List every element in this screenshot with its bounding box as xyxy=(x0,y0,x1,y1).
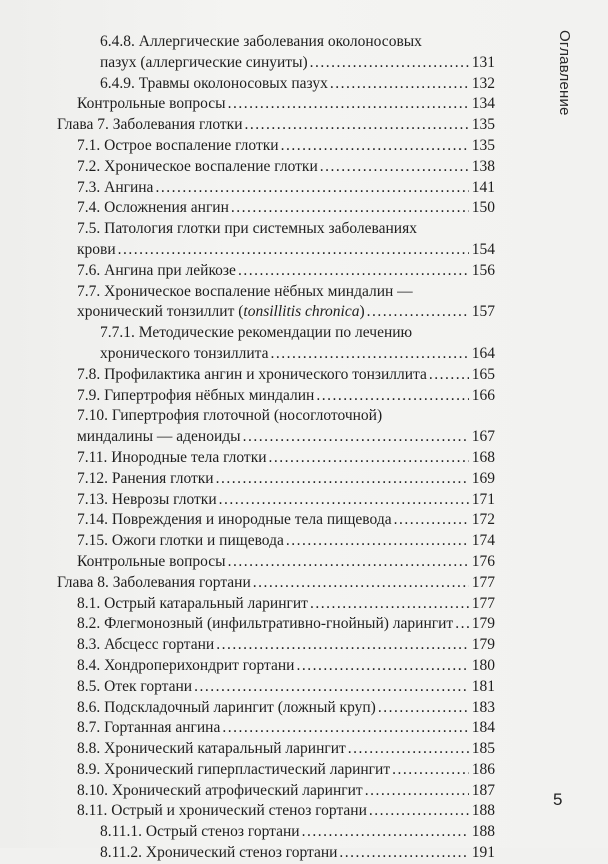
toc-entry-page: 165 xyxy=(471,365,495,383)
toc-entry-title: 7.9. Гипертрофия нёбных миндалин xyxy=(77,386,315,404)
toc-entry-row xyxy=(100,843,495,864)
toc-entry-row xyxy=(77,801,495,822)
dot-leader xyxy=(369,801,469,822)
dot-leader xyxy=(286,531,469,552)
toc-entry-row xyxy=(77,198,495,219)
toc-entry-row xyxy=(77,510,495,531)
toc-entry-page: 132 xyxy=(471,74,495,92)
toc-entry-title: 7.1. Острое воспаление глотки xyxy=(77,136,279,154)
toc-entry-row xyxy=(77,635,495,656)
toc-entry-row xyxy=(77,490,495,511)
toc-entry-page: 166 xyxy=(471,386,495,404)
toc-entry-row xyxy=(77,781,495,802)
toc-entry-page: 150 xyxy=(471,199,495,217)
toc-entry-title-line: 6.4.8. Аллергические заболевания околоносовых xyxy=(100,33,422,50)
toc-entry-title: 7.14. Повреждения и инородные тела пищевода xyxy=(77,511,392,529)
toc-entry-title: 7.3. Ангина xyxy=(77,178,154,196)
toc-entry-page: 171 xyxy=(471,490,495,508)
toc-entry-page: 179 xyxy=(471,615,495,633)
running-header: Оглавление xyxy=(556,30,573,116)
toc-entry-title-line: 7.7. Хроническое воспаление нёбных миндалин — xyxy=(77,282,413,300)
toc-entry-page: 184 xyxy=(471,719,495,737)
toc-entry-title: 8.7. Гортанная ангина xyxy=(77,719,221,737)
toc-entry-title: 8.1. Острый катаральный ларингит xyxy=(77,594,308,612)
toc-entry-row xyxy=(77,365,495,386)
toc-entry-page: 168 xyxy=(471,448,495,466)
toc-entry-title: Контрольные вопросы xyxy=(77,95,226,113)
toc-entry-page: 167 xyxy=(471,428,495,446)
toc-entry-page: 188 xyxy=(471,823,495,841)
toc-entry xyxy=(77,198,495,219)
toc-entry xyxy=(100,323,495,365)
dot-leader xyxy=(243,427,469,448)
dot-leader xyxy=(339,843,469,864)
toc-entry-title-line: 7.5. Патология глотки при системных заболеваниях xyxy=(77,220,417,238)
toc-entry-row xyxy=(77,178,495,199)
toc-entry-row xyxy=(77,261,495,282)
dot-leader xyxy=(118,240,469,261)
dot-leader xyxy=(281,136,469,157)
dot-leader xyxy=(330,74,469,95)
toc-entry-page: 176 xyxy=(471,552,495,570)
dot-leader xyxy=(155,178,469,199)
toc-entry-row xyxy=(77,760,495,781)
toc-entry-row xyxy=(57,573,495,594)
dot-leader xyxy=(378,698,469,719)
toc-entry-title: хронический тонзиллит (tonsillitis chronica) xyxy=(77,303,365,321)
toc-entry xyxy=(77,760,495,781)
toc-entry-title: 8.5. Отек гортани xyxy=(77,677,193,695)
toc-entry xyxy=(77,157,495,178)
toc-entry-row xyxy=(77,302,495,323)
toc-entry xyxy=(77,448,495,469)
dot-leader xyxy=(310,594,469,615)
toc-entry-page: 179 xyxy=(471,636,495,654)
toc-entry-page: 135 xyxy=(471,136,495,154)
table-of-contents xyxy=(0,32,608,864)
dot-leader xyxy=(316,386,469,407)
toc-entry-page: 183 xyxy=(471,698,495,716)
dot-leader xyxy=(392,760,469,781)
toc-entry-row xyxy=(77,448,495,469)
toc-entry-title: 8.3. Абсцесс гортани xyxy=(77,636,215,654)
toc-entry-page: 169 xyxy=(471,469,495,487)
toc-entry-page: 188 xyxy=(471,802,495,820)
dot-leader xyxy=(245,115,469,136)
toc-entry-title: 7.4. Осложнения ангин xyxy=(77,199,229,217)
toc-entry-row xyxy=(77,698,495,719)
dot-leader xyxy=(365,781,469,802)
toc-entry xyxy=(100,32,495,74)
toc-entry-page: 134 xyxy=(471,95,495,113)
toc-entry xyxy=(77,656,495,677)
toc-entry-title: 8.10. Хронический атрофический ларингит xyxy=(77,781,363,799)
toc-entry-title: 8.11.1. Острый стеноз гортани xyxy=(100,823,300,841)
toc-entry xyxy=(77,614,495,635)
toc-entry xyxy=(77,136,495,157)
toc-entry-title: 7.2. Хроническое воспаление глотки xyxy=(77,157,318,175)
toc-entry-title: 7.11. Инородные тела глотки xyxy=(77,448,267,466)
toc-entry xyxy=(77,635,495,656)
toc-entry-page: 180 xyxy=(471,656,495,674)
toc-entry-page: 186 xyxy=(471,760,495,778)
toc-entry xyxy=(77,282,495,324)
toc-entry-title: 6.4.9. Травмы околоносовых пазух xyxy=(100,74,328,92)
dot-leader xyxy=(253,573,469,594)
toc-entry-title: пазух (аллергические синуиты) xyxy=(100,53,308,71)
toc-entry-row xyxy=(77,157,495,178)
toc-entry-page: 185 xyxy=(471,740,495,758)
toc-entry-row xyxy=(77,739,495,760)
dot-leader xyxy=(228,552,469,573)
toc-entry-title: Контрольные вопросы xyxy=(77,552,226,570)
toc-entry-row xyxy=(77,656,495,677)
dot-leader xyxy=(320,157,469,178)
toc-entry-page: 174 xyxy=(471,532,495,550)
dot-leader xyxy=(367,302,469,323)
toc-entry-row xyxy=(77,677,495,698)
toc-entry-page: 172 xyxy=(471,511,495,529)
toc-entry xyxy=(77,552,495,573)
toc-entry-page: 138 xyxy=(471,157,495,175)
toc-entry xyxy=(57,115,495,136)
toc-entry xyxy=(100,843,495,864)
toc-entry-title: Глава 7. Заболевания глотки xyxy=(57,116,243,134)
toc-entry xyxy=(77,490,495,511)
toc-entry-title: 8.6. Подскладочный ларингит (ложный круп) xyxy=(77,698,376,716)
toc-entry-row xyxy=(100,74,495,95)
toc-entry xyxy=(77,94,495,115)
toc-entry xyxy=(77,739,495,760)
toc-entry xyxy=(77,365,495,386)
toc-entry-row xyxy=(77,531,495,552)
dot-leader xyxy=(216,469,469,490)
toc-entry-title: 8.8. Хронический катаральный ларингит xyxy=(77,740,346,758)
toc-entry-page: 164 xyxy=(471,344,495,362)
toc-entry-title-line: 7.10. Гипертрофия глоточной (носоглоточной) xyxy=(77,407,383,425)
dot-leader xyxy=(455,614,469,635)
toc-entry-page: 131 xyxy=(471,53,495,71)
toc-entry-title: 7.15. Ожоги глотки и пищевода xyxy=(77,532,284,550)
toc-entry-page: 187 xyxy=(471,781,495,799)
dot-leader xyxy=(348,739,469,760)
toc-entry xyxy=(77,781,495,802)
toc-entry-title: крови xyxy=(77,240,116,258)
toc-entry-title: 8.11.2. Хронический стеноз гортани xyxy=(100,844,338,862)
toc-entry-title: 8.9. Хронический гиперпластический ларингит xyxy=(77,760,391,778)
toc-entry-row xyxy=(77,386,495,407)
toc-entry-title: 8.2. Флегмонозный (инфильтративно-гнойный) ларингит xyxy=(77,615,454,633)
toc-entry-row xyxy=(57,115,495,136)
toc-entry-page: 156 xyxy=(471,261,495,279)
toc-entry xyxy=(77,698,495,719)
toc-entry-row xyxy=(77,136,495,157)
toc-entry-row xyxy=(100,53,495,74)
toc-entry-title: 7.8. Профилактика ангин и хронического тонзиллита xyxy=(77,365,427,383)
toc-entry-title: миндалины — аденоиды xyxy=(77,428,241,446)
toc-entry-title: 7.12. Ранения глотки xyxy=(77,469,214,487)
toc-entry-title: 7.6. Ангина при лейкозе xyxy=(77,261,236,279)
toc-entry-row xyxy=(77,469,495,490)
dot-leader xyxy=(228,94,469,115)
dot-leader xyxy=(271,344,469,365)
toc-entry xyxy=(77,386,495,407)
dot-leader xyxy=(219,490,469,511)
toc-entry xyxy=(77,510,495,531)
toc-entry-row xyxy=(100,344,495,365)
toc-entry xyxy=(77,801,495,822)
toc-entry-title-line: 7.7.1. Методические рекомендации по лечению xyxy=(100,324,413,342)
toc-entry xyxy=(77,677,495,698)
toc-entry-row xyxy=(77,94,495,115)
toc-entry-page: 191 xyxy=(471,844,495,862)
toc-entry xyxy=(77,469,495,490)
toc-entry-page: 177 xyxy=(471,594,495,612)
toc-entry-page: 157 xyxy=(471,303,495,321)
toc-entry-row xyxy=(77,718,495,739)
toc-entry-title: 8.4. Хондроперихондрит гортани xyxy=(77,656,295,674)
toc-entry xyxy=(57,573,495,594)
dot-leader xyxy=(216,635,469,656)
toc-entry-row xyxy=(100,822,495,843)
dot-leader xyxy=(302,822,469,843)
toc-entry xyxy=(77,406,495,448)
toc-entry-row xyxy=(77,552,495,573)
dot-leader xyxy=(429,365,469,386)
toc-entry-page: 181 xyxy=(471,677,495,695)
toc-entry xyxy=(77,718,495,739)
toc-entry xyxy=(77,178,495,199)
toc-entry-title: 7.13. Неврозы глотки xyxy=(77,490,217,508)
toc-entry xyxy=(77,531,495,552)
dot-leader xyxy=(238,261,469,282)
dot-leader xyxy=(394,510,469,531)
dot-leader xyxy=(222,718,469,739)
toc-entry-page: 141 xyxy=(471,178,495,196)
toc-entry-row xyxy=(77,594,495,615)
toc-entry-row xyxy=(77,427,495,448)
toc-entry xyxy=(77,261,495,282)
toc-entry xyxy=(100,74,495,95)
toc-entry-title: 8.11. Острый и хронический стеноз гортани xyxy=(77,802,367,820)
toc-entry-title: Глава 8. Заболевания гортани xyxy=(57,573,251,591)
dot-leader xyxy=(231,198,469,219)
toc-entry-row xyxy=(77,614,495,635)
dot-leader xyxy=(310,53,469,74)
page-number: 5 xyxy=(553,790,563,809)
toc-entry-page: 135 xyxy=(471,116,495,134)
toc-entry-page: 177 xyxy=(471,573,495,591)
toc-entry xyxy=(77,219,495,261)
dot-leader xyxy=(194,677,469,698)
dot-leader xyxy=(296,656,469,677)
toc-entry-page: 154 xyxy=(471,240,495,258)
toc-entry xyxy=(100,822,495,843)
toc-entry-title: хронического тонзиллита xyxy=(100,344,269,362)
toc-entry xyxy=(77,594,495,615)
dot-leader xyxy=(269,448,469,469)
toc-entry-row xyxy=(77,240,495,261)
